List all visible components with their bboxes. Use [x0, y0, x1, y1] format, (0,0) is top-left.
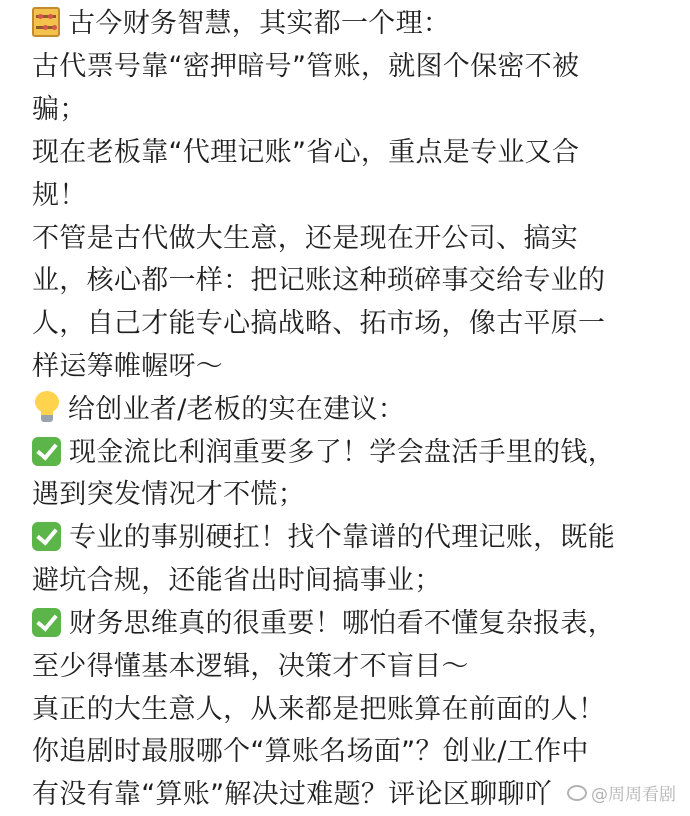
- check-mark-icon: [32, 522, 61, 551]
- text-line-16: 至少得懂基本逻辑，决策才不盲目～: [32, 651, 469, 682]
- text-line-14: 避坑合规，还能省出时间搞事业；: [32, 565, 442, 596]
- text-line-9: 样运筹帷幄呀～: [32, 351, 224, 382]
- text-line-11: 现金流比利润重要多了！学会盘活手里的钱，: [32, 431, 615, 474]
- text-line-13: 专业的事别硬扛！找个靠谱的代理记账，既能: [32, 516, 615, 559]
- text-line-6: 不管是古代做大生意，还是现在开公司、搞实: [32, 223, 578, 254]
- check-mark-icon: [32, 437, 61, 466]
- abacus-icon: [32, 7, 60, 37]
- text-line-15: 财务思维真的很重要！哪怕看不懂复杂报表，: [32, 602, 615, 645]
- text-line-19: 有没有靠“算账”解决过难题？评论区聊聊吖: [32, 779, 552, 810]
- weibo-logo-icon: [567, 785, 587, 801]
- text-line-8: 人，自己才能专心搞战略、拓市场，像古平原一: [32, 308, 606, 339]
- text-line-18: 你追剧时最服哪个“算账名场面”？创业/工作中: [32, 736, 589, 767]
- text-line-1: 古今财务智慧，其实都一个理：: [32, 2, 450, 45]
- text-line-4: 现在老板靠“代理记账”省心，重点是专业又合: [32, 137, 580, 168]
- lightbulb-icon: [34, 391, 60, 423]
- check-mark-icon: [32, 608, 61, 637]
- watermark: @周周看剧: [567, 780, 676, 805]
- text-line-7: 业，核心都一样：把记账这种琐碎事交给专业的: [32, 265, 606, 296]
- text-line-2: 古代票号靠“密押暗号”管账，就图个保密不被: [32, 51, 580, 82]
- text-line-3: 骗；: [32, 94, 87, 125]
- text-line-17: 真正的大生意人，从来都是把账算在前面的人！: [32, 694, 606, 725]
- text-line-10: 给创业者/老板的实在建议：: [32, 388, 405, 431]
- text-line-12: 遇到突发情况才不慌；: [32, 479, 305, 510]
- text-line-5: 规！: [32, 180, 87, 211]
